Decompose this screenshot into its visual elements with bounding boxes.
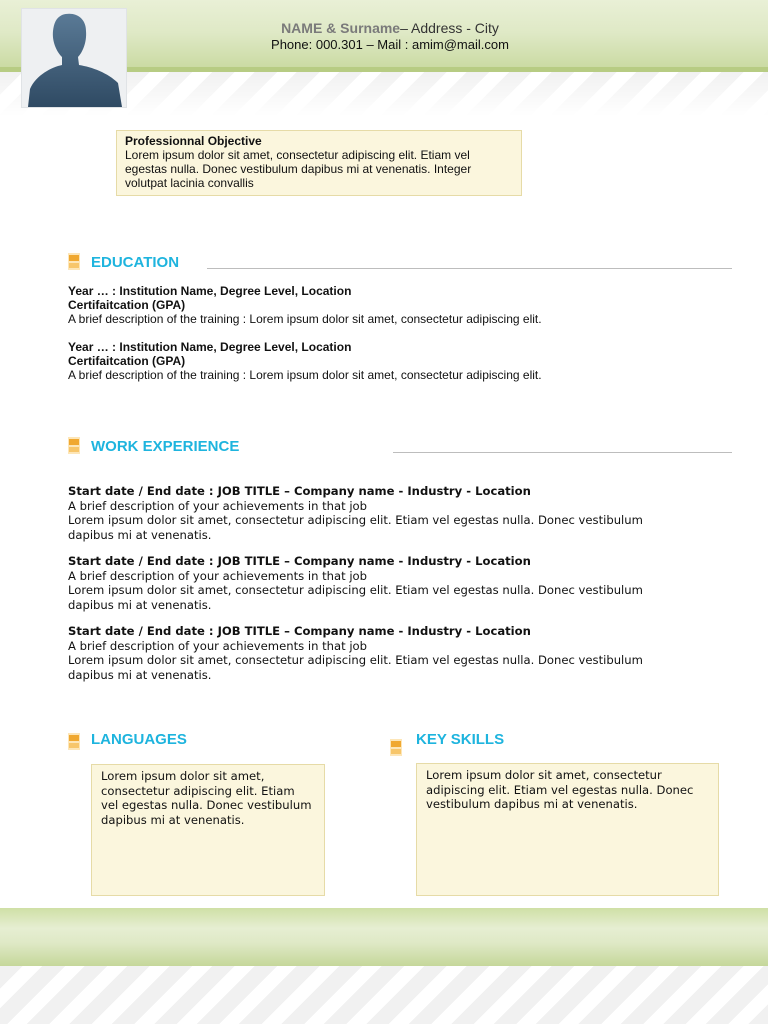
education-item (68, 340, 542, 382)
education-description: A brief description of the training : Lorem ipsum dolor sit amet, consectetur adipiscing elit. (68, 312, 542, 326)
person-silhouette-icon (22, 9, 126, 107)
languages-box (91, 764, 325, 896)
work-heading: Start date / End date : JOB TITLE – Company name - Industry - Location (68, 554, 531, 568)
skills-box (416, 763, 719, 896)
education-certification: Certifaitcation (GPA) (68, 298, 186, 312)
work-heading: Start date / End date : JOB TITLE – Company name - Industry - Location (68, 624, 531, 638)
objective-text: Lorem ipsum dolor sit amet, consectetur adipiscing elit. Etiam vel egestas nulla. Donec vestibulum dapibus mi at venenatis. Integer volutpat lacinia convallis (125, 148, 472, 190)
languages-text: Lorem ipsum dolor sit amet, consectetur adipiscing elit. Etiam vel egestas nulla. Donec vestibulum dapibus mi at venenatis. (101, 769, 312, 827)
full-name: NAME & Surname (281, 20, 401, 36)
objective-box (116, 130, 522, 196)
work-summary: A brief description of your achievements in that job (68, 638, 368, 653)
work-details: Lorem ipsum dolor sit amet, consectetur adipiscing elit. Etiam vel egestas nulla. Donec vestibulum dapibus mi at venenatis. (68, 513, 643, 542)
education-description: A brief description of the training : Lorem ipsum dolor sit amet, consectetur adipiscing elit. (68, 368, 542, 382)
objective-title: Professionnal Objective (125, 134, 262, 148)
skills-text: Lorem ipsum dolor sit amet, consectetur adipiscing elit. Etiam vel egestas nulla. Donec vestibulum dapibus mi at venenatis. (426, 768, 694, 811)
education-title: EDUCATION (91, 254, 180, 271)
work-heading: Start date / End date : JOB TITLE – Company name - Industry - Location (68, 484, 531, 498)
contact-line: Phone: 000.301 – Mail : amim@mail.com (271, 37, 509, 52)
education-heading: Year … : Institution Name, Degree Level, Location (68, 340, 352, 354)
address: – Address - City (400, 20, 499, 36)
skills-title: KEY SKILLS (416, 731, 505, 748)
section-bullet-icon (68, 437, 80, 454)
work-item (68, 624, 688, 682)
footer-band (0, 908, 768, 966)
work-summary: A brief description of your achievements in that job (68, 568, 368, 583)
section-bullet-icon (390, 739, 402, 756)
work-item (68, 554, 688, 612)
section-bullet-icon (68, 253, 80, 270)
education-divider (207, 268, 732, 269)
education-heading: Year … : Institution Name, Degree Level, Location (68, 284, 352, 298)
work-details: Lorem ipsum dolor sit amet, consectetur adipiscing elit. Etiam vel egestas nulla. Donec vestibulum dapibus mi at venenatis. (68, 653, 643, 682)
work-item (68, 484, 688, 542)
section-bullet-icon (68, 733, 80, 750)
work-divider (393, 452, 732, 453)
work-summary: A brief description of your achievements in that job (68, 498, 368, 513)
profile-photo (22, 9, 126, 107)
education-item (68, 284, 542, 326)
work-details: Lorem ipsum dolor sit amet, consectetur adipiscing elit. Etiam vel egestas nulla. Donec vestibulum dapibus mi at venenatis. (68, 583, 643, 612)
name-address-line (140, 20, 640, 36)
education-certification: Certifaitcation (GPA) (68, 354, 186, 368)
languages-title: LANGUAGES (91, 731, 187, 748)
footer-stripes (0, 966, 768, 1024)
work-title: WORK EXPERIENCE (91, 438, 240, 455)
